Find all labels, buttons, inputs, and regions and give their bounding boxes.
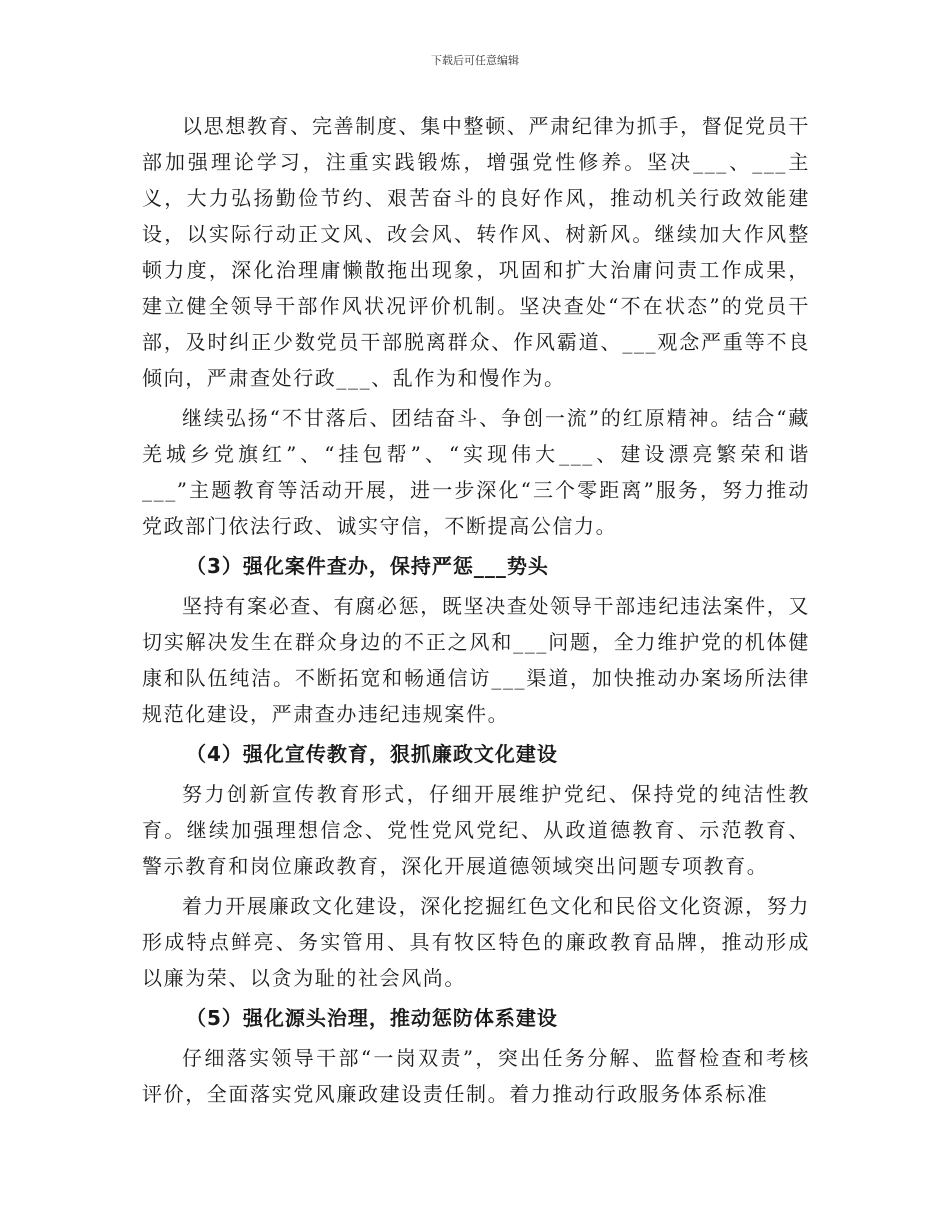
section-heading: （5）强化源头治理，推动惩防体系建设 <box>186 1006 558 1030</box>
section-heading: （3）强化案件查办，保持严惩___势头 <box>186 554 549 578</box>
paragraph: 着力开展廉政文化建设，深化挖掘红色文化和民俗文化资源，努力形成特点鲜亮、务实管用、具有牧区特色的廉政教育品牌，推动形成以廉为荣、以贪为耻的社会风尚。 <box>142 894 810 990</box>
page-header: 下载后可任意编辑 <box>431 54 519 67</box>
paragraph: 坚持有案必查、有腐必惩，既坚决查处领导干部违纪违法案件，又切实解决发生在群众身边的不正之风和___问题，全力维护党的机体健康和队伍纯洁。不断拓宽和畅通信访___渠道，加快推动办案场所法律规范化建设，严肃查办违纪违规案件。 <box>142 594 810 726</box>
paragraph: 仔细落实领导干部“一岗双责”，突出任务分解、监督检查和考核评价，全面落实党风廉政建设责任制。着力推动行政服务体系标准 <box>142 1046 810 1106</box>
paragraph: 努力创新宣传教育形式，仔细开展维护党纪、保持党的纯洁性教育。继续加强理想信念、党性党风党纪、从政道德教育、示范教育、警示教育和岗位廉政教育，深化开展道德领域突出问题专项教育。 <box>142 782 810 878</box>
document-body <box>142 108 810 1116</box>
section-heading: （4）强化宣传教育，狠抓廉政文化建设 <box>186 742 558 766</box>
paragraph: 继续弘扬“不甘落后、团结奋斗、争创一流”的红原精神。结合“藏羌城乡党旗红”、“挂包帮”、“实现伟大___、建设漂亮繁荣和谐___”主题教育等活动开展，进一步深化“三个零距离”服务，努力推动党政部门依法行政、诚实守信，不断提高公信力。 <box>142 406 810 538</box>
paragraph: 以思想教育、完善制度、集中整顿、严肃纪律为抓手，督促党员干部加强理论学习，注重实践锻炼，增强党性修养。坚决___、___主义，大力弘扬勤俭节约、艰苦奋斗的良好作风，推动机关行政效能建设，以实际行动正文风、改会风、转作风、树新风。继续加大作风整顿力度，深化治理庸懒散拖出现象，巩固和扩大治庸问责工作成果，建立健全领导干部作风状况评价机制。坚决查处“不在状态”的党员干部，及时纠正少数党员干部脱离群众、作风霸道、___观念严重等不良倾向，严肃查处行政___、乱作为和慢作为。 <box>142 114 810 390</box>
